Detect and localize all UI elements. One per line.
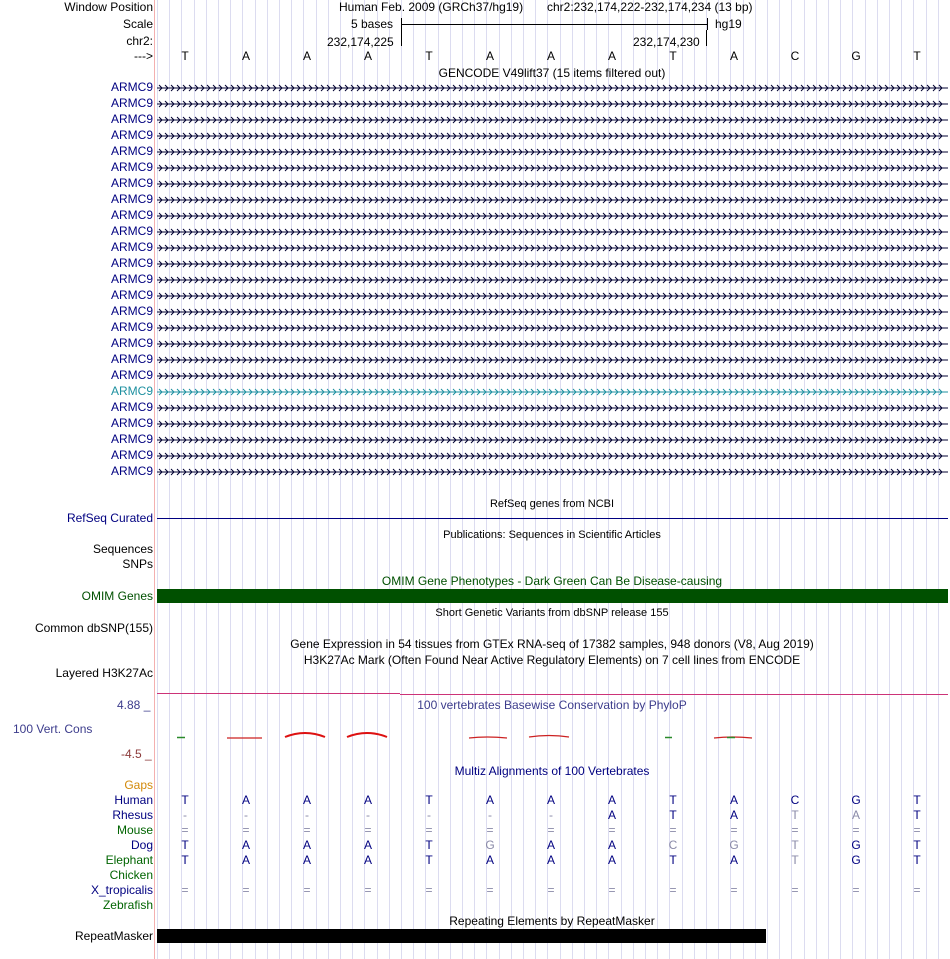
snps-label[interactable]: SNPs — [122, 557, 153, 571]
phylop-max: 4.88 _ — [117, 698, 151, 712]
base-letter: A — [546, 49, 555, 63]
gene-feature[interactable] — [157, 452, 948, 460]
gencode-title[interactable]: GENCODE V49lift37 (15 items filtered out) — [438, 66, 666, 80]
gene-feature[interactable] — [157, 228, 948, 236]
gene-feature[interactable] — [157, 212, 948, 220]
alignment-base: T — [669, 793, 677, 807]
gene-feature[interactable] — [157, 292, 948, 300]
dbsnp-title[interactable]: Short Genetic Variants from dbSNP release 155 — [435, 607, 669, 619]
gene-label-armc9[interactable]: ARMC9 — [110, 288, 153, 302]
gene-label-armc9[interactable]: ARMC9 — [110, 80, 153, 94]
alignment-base: A — [546, 793, 555, 807]
gene-label-armc9[interactable]: ARMC9 — [110, 272, 153, 286]
species-label[interactable]: Mouse — [116, 823, 153, 837]
gaps-label[interactable]: Gaps — [124, 778, 153, 792]
gene-label-armc9[interactable]: ARMC9 — [110, 112, 153, 126]
h3k27ac-label[interactable]: Layered H3K27Ac — [55, 666, 153, 680]
alignment-base: A — [363, 838, 372, 852]
alignment-base: = — [303, 883, 311, 897]
gene-label-armc9[interactable]: ARMC9 — [110, 128, 153, 142]
gene-feature[interactable] — [157, 276, 948, 284]
db-label: hg19 — [715, 17, 742, 31]
alignment-base: T — [181, 793, 189, 807]
gene-label-armc9[interactable]: ARMC9 — [110, 256, 153, 270]
gene-label-armc9[interactable]: ARMC9 — [110, 224, 153, 238]
gene-feature[interactable] — [157, 100, 948, 108]
publications-title[interactable]: Publications: Sequences in Scientific Articles — [443, 529, 661, 541]
alignment-base: A — [485, 793, 494, 807]
h3k27ac-signal — [157, 693, 400, 694]
omim-label[interactable]: OMIM Genes — [81, 589, 153, 603]
gene-label-armc9[interactable]: ARMC9 — [110, 320, 153, 334]
sequences-label[interactable]: Sequences — [92, 542, 153, 556]
base-letter: T — [669, 49, 677, 63]
h3k27ac-signal-baseline — [400, 694, 948, 695]
base-letter: T — [425, 49, 433, 63]
scale-text: 5 bases — [351, 17, 394, 31]
omim-title[interactable]: OMIM Gene Phenotypes - Dark Green Can Be Disease-causing — [381, 574, 723, 588]
alignment-base: C — [790, 793, 800, 807]
alignment-base: T — [425, 838, 433, 852]
gtex-title[interactable]: Gene Expression in 54 tissues from GTEx RNA-seq of 17382 samples, 948 donors (V8, Aug 2019) — [290, 637, 814, 651]
species-label[interactable]: Rhesus — [112, 808, 153, 822]
gene-feature[interactable] — [157, 356, 948, 364]
alignment-base: = — [852, 823, 860, 837]
gene-label-armc9[interactable]: ARMC9 — [110, 176, 153, 190]
alignment-base: = — [364, 883, 372, 897]
gene-label-armc9[interactable]: ARMC9 — [110, 416, 153, 430]
gene-label-armc9[interactable]: ARMC9 — [110, 192, 153, 206]
alignment-base: A — [241, 853, 250, 867]
alignment-base: - — [305, 808, 309, 822]
alignment-base: A — [851, 808, 860, 822]
gene-feature[interactable] — [157, 420, 948, 428]
repeatmasker-title[interactable]: Repeating Elements by RepeatMasker — [449, 914, 655, 928]
alignment-base: C — [668, 838, 678, 852]
h3k27ac-title[interactable]: H3K27Ac Mark (Often Found Near Active Regulatory Elements) on 7 cell lines from ENCODE — [303, 653, 801, 667]
alignment-base: = — [669, 823, 677, 837]
alignment-base: = — [852, 883, 860, 897]
alignment-base: - — [488, 808, 492, 822]
base-letter: G — [851, 49, 861, 63]
alignment-base: A — [241, 838, 250, 852]
gene-label-armc9[interactable]: ARMC9 — [110, 464, 153, 478]
alignment-base: A — [363, 793, 372, 807]
multiz-title[interactable]: Multiz Alignments of 100 Vertebrates — [454, 764, 650, 778]
alignment-base: = — [608, 883, 616, 897]
base-letter: A — [485, 49, 494, 63]
gene-feature[interactable] — [157, 324, 948, 332]
assembly-title: Human Feb. 2009 (GRCh37/hg19) — [339, 0, 524, 14]
alignment-base: - — [427, 808, 431, 822]
alignment-base: A — [729, 853, 738, 867]
base-letter: A — [302, 49, 311, 63]
alignment-base: T — [791, 838, 799, 852]
alignment-base: = — [425, 823, 433, 837]
alignment-base: A — [302, 793, 311, 807]
gene-feature[interactable] — [157, 308, 948, 316]
refseq-label[interactable]: RefSeq Curated — [66, 511, 153, 525]
alignment-base: A — [729, 793, 738, 807]
window-position-label: Window Position — [64, 0, 153, 14]
species-label[interactable]: Elephant — [105, 853, 153, 867]
alignment-base: = — [425, 883, 433, 897]
omim-bar[interactable] — [157, 589, 948, 603]
phylop-min: -4.5 _ — [121, 747, 152, 761]
gene-feature[interactable] — [157, 388, 948, 396]
coord-left: 232,174,225 — [327, 35, 394, 49]
gene-feature[interactable] — [157, 244, 948, 252]
alignment-base: = — [486, 883, 494, 897]
gene-label-armc9[interactable]: ARMC9 — [110, 432, 153, 446]
species-label[interactable]: X_tropicalis — [90, 883, 153, 897]
alignment-base: = — [669, 883, 677, 897]
repeatmasker-bar[interactable] — [157, 929, 766, 943]
alignment-base: = — [242, 823, 250, 837]
gene-feature[interactable] — [157, 436, 948, 444]
gene-label-armc9[interactable]: ARMC9 — [110, 240, 153, 254]
species-label[interactable]: Human — [114, 793, 153, 807]
alignment-base: = — [303, 823, 311, 837]
alignment-base: T — [913, 808, 921, 822]
alignment-base: T — [913, 853, 921, 867]
alignment-base: T — [913, 838, 921, 852]
alignment-base: = — [913, 883, 921, 897]
alignment-base: A — [302, 853, 311, 867]
position-text[interactable]: chr2:232,174,222-232,174,234 (13 bp) — [547, 0, 753, 14]
alignment-base: A — [607, 793, 616, 807]
alignment-base: = — [181, 823, 189, 837]
alignment-base: - — [549, 808, 553, 822]
alignment-base: A — [546, 838, 555, 852]
alignment-base: = — [730, 823, 738, 837]
alignment-base: T — [669, 808, 677, 822]
gene-feature[interactable] — [157, 84, 948, 92]
refseq-gene-line[interactable] — [157, 518, 948, 519]
gene-feature[interactable] — [157, 180, 948, 188]
gene-label-armc9[interactable]: ARMC9 — [110, 160, 153, 174]
alignment-base: A — [241, 793, 250, 807]
alignment-base: T — [181, 853, 189, 867]
alignment-base: G — [851, 838, 861, 852]
gene-feature[interactable] — [157, 148, 948, 156]
alignment-base: G — [851, 793, 861, 807]
base-letter: A — [729, 49, 738, 63]
phylop-title[interactable]: 100 vertebrates Basewise Conservation by PhyloP — [417, 698, 687, 712]
alignment-base: = — [791, 823, 799, 837]
coord-tick-right — [706, 30, 707, 46]
gene-label-armc9[interactable]: ARMC9 — [110, 352, 153, 366]
coord-right: 232,174,230 — [633, 35, 700, 49]
gene-label-armc9[interactable]: ARMC9 — [110, 384, 153, 398]
alignment-base: = — [608, 823, 616, 837]
base-letter: T — [181, 49, 189, 63]
gene-feature[interactable] — [157, 196, 948, 204]
gene-feature[interactable] — [157, 164, 948, 172]
alignment-base: = — [486, 823, 494, 837]
gene-label-armc9[interactable]: ARMC9 — [110, 368, 153, 382]
phylop-label[interactable]: 100 Vert. Cons — [13, 722, 93, 736]
alignment-base: T — [425, 793, 433, 807]
gene-label-armc9[interactable]: ARMC9 — [110, 144, 153, 158]
coord-tick-left — [401, 30, 402, 46]
gene-feature[interactable] — [157, 372, 948, 380]
base-letter: T — [913, 49, 921, 63]
repeatmasker-label[interactable]: RepeatMasker — [74, 929, 153, 943]
base-letter: C — [790, 49, 800, 63]
alignment-base: T — [669, 853, 677, 867]
scale-bar — [401, 18, 708, 30]
alignment-base: = — [364, 823, 372, 837]
base-letter: A — [607, 49, 616, 63]
gene-feature[interactable] — [157, 468, 948, 476]
gene-label-armc9[interactable]: ARMC9 — [110, 96, 153, 110]
gene-feature[interactable] — [157, 116, 948, 124]
gene-label-armc9[interactable]: ARMC9 — [110, 336, 153, 350]
alignment-base: A — [607, 853, 616, 867]
base-letter: A — [241, 49, 250, 63]
scale-label: Scale — [122, 17, 153, 31]
gene-label-armc9[interactable]: ARMC9 — [110, 208, 153, 222]
alignment-base: - — [244, 808, 248, 822]
phylop-bars — [177, 733, 752, 738]
species-label[interactable]: Zebrafish — [102, 898, 153, 912]
alignment-base: = — [913, 823, 921, 837]
dbsnp-label[interactable]: Common dbSNP(155) — [34, 621, 153, 635]
alignment-base: A — [363, 853, 372, 867]
alignment-base: T — [791, 808, 799, 822]
phylop-plot[interactable] — [157, 725, 948, 745]
alignment-base: A — [302, 838, 311, 852]
gene-feature[interactable] — [157, 260, 948, 268]
alignment-base: A — [607, 838, 616, 852]
alignment-base: A — [546, 853, 555, 867]
alignment-base: = — [181, 883, 189, 897]
alignment-base: = — [242, 883, 250, 897]
alignment-base: T — [181, 838, 189, 852]
alignment-base: T — [425, 853, 433, 867]
species-label[interactable]: Dog — [130, 838, 153, 852]
gene-feature[interactable] — [157, 340, 948, 348]
gene-feature[interactable] — [157, 404, 948, 412]
alignment-base: = — [547, 823, 555, 837]
alignment-base: T — [913, 793, 921, 807]
strand-label: ---> — [134, 49, 153, 63]
alignment-base: - — [366, 808, 370, 822]
gene-label-armc9[interactable]: ARMC9 — [110, 304, 153, 318]
alignment-base: A — [485, 853, 494, 867]
species-label[interactable]: Chicken — [109, 868, 153, 882]
alignment-base: G — [729, 838, 739, 852]
alignment-base: G — [485, 838, 495, 852]
alignment-base: = — [730, 883, 738, 897]
gene-feature[interactable] — [157, 132, 948, 140]
alignment-base: = — [791, 883, 799, 897]
alignment-base: T — [791, 853, 799, 867]
alignment-base: - — [183, 808, 187, 822]
base-letter: A — [363, 49, 372, 63]
alignment-base: = — [547, 883, 555, 897]
gene-label-armc9[interactable]: ARMC9 — [110, 400, 153, 414]
refseq-title[interactable]: RefSeq genes from NCBI — [489, 498, 615, 510]
chrom-label: chr2: — [126, 34, 153, 48]
alignment-base: A — [729, 808, 738, 822]
gene-label-armc9[interactable]: ARMC9 — [110, 448, 153, 462]
alignment-base: G — [851, 853, 861, 867]
alignment-base: A — [607, 808, 616, 822]
